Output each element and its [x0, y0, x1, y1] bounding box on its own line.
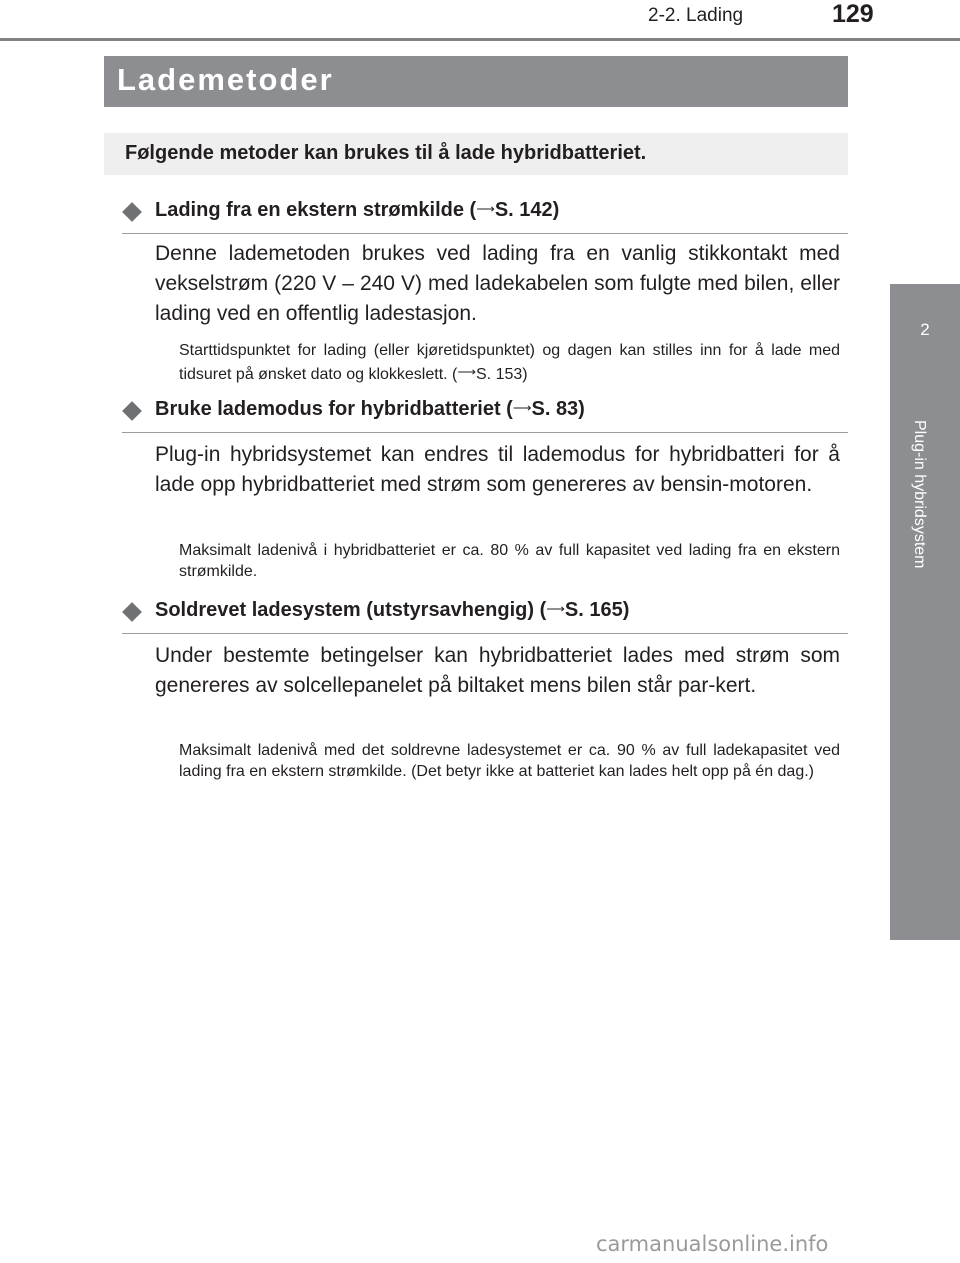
- arrow-right-icon: ⟶: [546, 601, 565, 616]
- diamond-bullet-icon: [122, 602, 142, 622]
- page-reference-link[interactable]: S. 153): [476, 366, 528, 383]
- section-body: Plug-in hybridsystemet kan endres til lademodus for hybridbatteri for å lade opp hybridbatteriet med strøm som genereres av bensin-motoren.: [155, 443, 840, 496]
- section-note-text: Starttidspunktet for lading (eller kjøretidspunktet) og dagen kan stilles inn for å lade med tidsuret på ønsket dato og klokkeslett. (: [179, 342, 840, 383]
- section-body: Under bestemte betingelser kan hybridbatteriet lades med strøm som genereres av solcellepanelet på biltaket mens bilen står par-kert.: [155, 644, 840, 697]
- section-title: [155, 199, 559, 222]
- section-title: [155, 398, 585, 421]
- section-body: Denne lademetoden brukes ved lading fra en vanlig stikkontakt med vekselstrøm (220 V – 240 V) med ladekabelen som fulgte med bilen, eller lading ved en offentlig ladestasjon.: [155, 242, 840, 325]
- header-section-label: 2-2. Lading: [648, 5, 744, 26]
- chapter-side-tab: [890, 284, 960, 940]
- section-title-text: Soldrevet ladesystem (utstyrsavhengig) (: [155, 599, 547, 621]
- title-bar: [104, 56, 848, 107]
- page-reference-link[interactable]: S. 142): [494, 199, 560, 221]
- arrow-right-icon: ⟶: [512, 400, 532, 415]
- diamond-bullet-icon: [122, 202, 142, 222]
- chapter-label: Plug-in hybridsystem: [911, 420, 928, 569]
- page-number: 129: [832, 0, 874, 28]
- arrow-right-icon: ⟶: [476, 201, 495, 216]
- section-title-text: Lading fra en ekstern strømkilde (: [155, 199, 477, 221]
- section-heading: [122, 197, 848, 234]
- page-title: Lademetoder: [117, 62, 334, 97]
- section-note: Maksimalt ladenivå med det soldrevne ladesystemet er ca. 90 % av full ladekapasitet ved lading fra en ekstern strømkilde. (Det betyr ikke at batteriet kan lades helt opp på én dag.): [179, 742, 840, 780]
- section-heading: [122, 396, 848, 433]
- section-title: [155, 599, 629, 622]
- chapter-number: 2: [920, 320, 930, 339]
- arrow-right-icon: ⟶: [457, 364, 476, 379]
- section-title-text: Bruke lademodus for hybridbatteriet (: [155, 398, 513, 420]
- watermark: carmanualsonline.info: [596, 1232, 829, 1256]
- section-heading: [122, 597, 848, 634]
- intro-box: [104, 133, 848, 175]
- section-note: [179, 340, 840, 385]
- page-reference-link[interactable]: S. 83): [531, 398, 585, 420]
- intro-text: Følgende metoder kan brukes til å lade hybridbatteriet.: [125, 142, 647, 164]
- section-note: Maksimalt ladenivå i hybridbatteriet er ca. 80 % av full kapasitet ved lading fra en ekstern strømkilde.: [179, 542, 840, 580]
- page-reference-link[interactable]: S. 165): [564, 599, 630, 621]
- diamond-bullet-icon: [122, 401, 142, 421]
- header-divider: [0, 38, 960, 41]
